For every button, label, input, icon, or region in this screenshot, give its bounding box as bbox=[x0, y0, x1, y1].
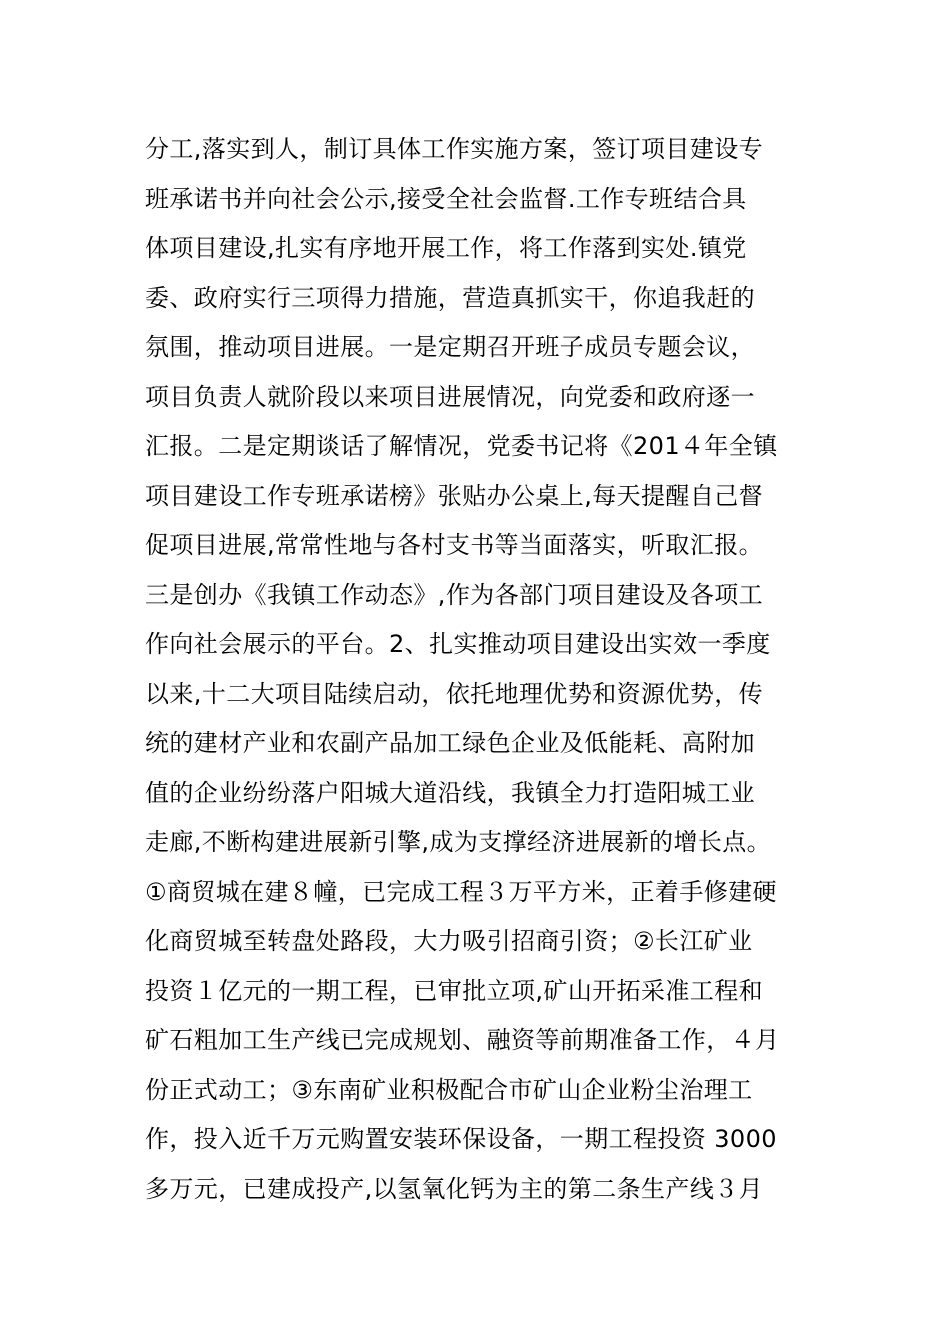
text-line-10: 三是创办《我镇工作动态》,作为各部门项目建设及各项工 bbox=[145, 580, 764, 609]
text-line-19: 矿石粗加工生产线已完成规划、融资等前期准备工作，４月 bbox=[145, 1026, 780, 1054]
text-line-13: 统的建材产业和农副产品加工绿色企业及低能耗、高附加 bbox=[145, 729, 755, 757]
text-line-5: 氛围，推动项目进展。一是定期召开班子成员专题会议， bbox=[145, 333, 755, 361]
text-line-22: 多万元，已建成投产,以氢氧化钙为主的第二条生产线３月 bbox=[145, 1174, 764, 1203]
text-line-8: 项目建设工作专班承诺榜》张贴办公桌上,每天提醒自己督 bbox=[145, 481, 764, 510]
text-line-4: 委、政府实行三项得力措施，营造真抓实干，你追我赶的 bbox=[145, 283, 755, 312]
text-line-12: 以来,十二大项目陆续启动，依托地理优势和资源优势，传 bbox=[145, 679, 764, 708]
text-line-9: 促项目进展,常常性地与各村支书等当面落实，听取汇报。 bbox=[145, 531, 764, 559]
text-line-14: 值的企业纷纷落户阳城大道沿线，我镇全力打造阳城工业 bbox=[145, 778, 755, 807]
text-line-1: 分工,落实到人，制订具体工作实施方案，签订项目建设专 bbox=[145, 135, 764, 163]
text-line-16: ①商贸城在建８幢，已完成工程３万平方米，正着手修建硬 bbox=[145, 877, 777, 906]
text-line-20: 份正式动工；③东南矿业积极配合市矿山企业粉尘治理工 bbox=[145, 1075, 753, 1104]
text-line-3: 体项目建设,扎实有序地开展工作，将工作落到实处.镇党 bbox=[145, 234, 747, 262]
text-line-6: 项目负责人就阶段以来项目进展情况，向党委和政府逐一 bbox=[145, 382, 755, 411]
text-line-7: 汇报。二是定期谈话了解情况，党委书记将《201４年全镇 bbox=[145, 432, 778, 460]
body-text bbox=[145, 125, 825, 1214]
text-line-17: 化商贸城至转盘处路段，大力吸引招商引资；②长江矿业 bbox=[145, 927, 753, 955]
text-line-15: 走廊,不断构建进展新引擎,成为支撑经济进展新的增长点。 bbox=[145, 828, 772, 856]
text-line-2: 班承诺书并向社会公示,接受全社会监督.工作专班结合具 bbox=[145, 184, 747, 213]
text-line-11: 作向社会展示的平台。2、扎实推动项目建设出实效一季度 bbox=[145, 630, 771, 658]
text-line-18: 投资１亿元的一期工程，已审批立项,矿山开拓采准工程和 bbox=[145, 976, 764, 1005]
text-line-21: 作，投入近千万元购置安装环保设备，一期工程投资 3000 bbox=[145, 1125, 777, 1153]
